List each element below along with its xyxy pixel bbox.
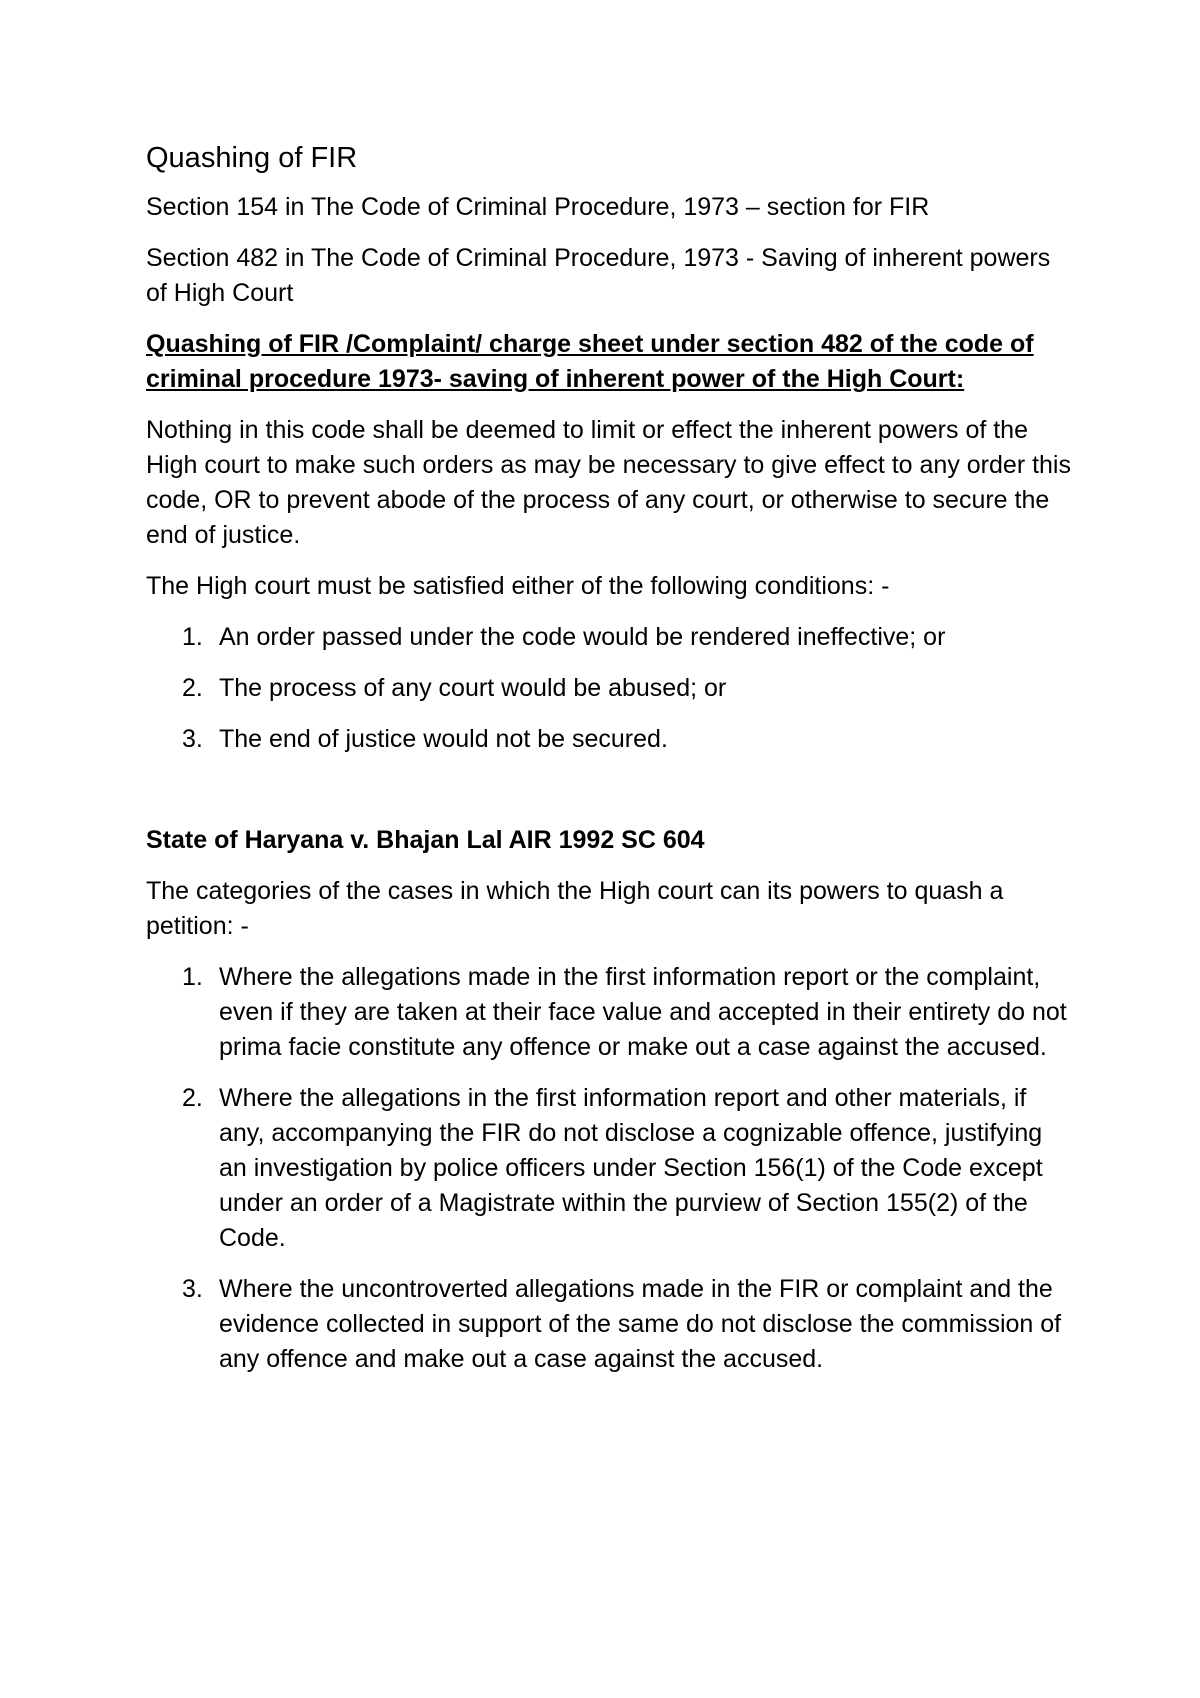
list-item-text: An order passed under the code would be rendered ineffective; or [219,623,946,651]
conditions-intro: The High court must be satisfied either of the following conditions: - [146,572,890,600]
list-item [146,722,1076,757]
list-number: 1. [182,963,203,991]
case-title: State of Haryana v. Bhajan Lal AIR 1992 SC 604 [146,826,705,854]
list-item [146,1081,1076,1256]
list-item [146,1272,1076,1377]
categories-list [146,960,1076,1377]
list-item-text: Where the uncontroverted allegations made in the FIR or complaint and the evidence collected in support of the same do not disclose the commission of any offence and make out a case against the accused. [219,1275,1062,1373]
list-item [146,671,1076,706]
list-number: 1. [182,623,203,651]
list-item [146,960,1076,1065]
list-item [146,620,1076,655]
list-number: 2. [182,1084,203,1112]
document-title: Quashing of FIR [146,142,358,174]
list-item-text: The end of justice would not be secured. [219,725,668,753]
categories-intro: The categories of the cases in which the High court can its powers to quash a petition: - [146,877,1004,940]
section-482-paragraph: Section 482 in The Code of Criminal Procedure, 1973 - Saving of inherent powers of High Court [146,244,1051,307]
conditions-list [146,620,1076,757]
list-item-text: Where the allegations in the first information report and other materials, if any, accompanying the FIR do not disclose a cognizable offence, justifying an investigation by police officers under Section 156(1) of the Code except under an order of a Magistrate within the purview of Section 155(2) of the Code. [219,1084,1043,1252]
list-number: 3. [182,1275,203,1303]
list-number: 3. [182,725,203,753]
subheading: Quashing of FIR /Complaint/ charge sheet under section 482 of the code of criminal procedure 1973- saving of inherent power of the High Court: [146,330,1034,393]
body-paragraph: Nothing in this code shall be deemed to limit or effect the inherent powers of the High court to make such orders as may be necessary to give effect to any order this code, OR to prevent abode of the process of any court, or otherwise to secure the end of justice. [146,416,1071,549]
list-item-text: Where the allegations made in the first information report or the complaint, even if they are taken at their face value and accepted in their entirety do not prima facie constitute any offence or make out a case against the accused. [219,963,1067,1061]
document-page [146,138,1076,1393]
section-154-paragraph: Section 154 in The Code of Criminal Procedure, 1973 – section for FIR [146,193,930,221]
list-item-text: The process of any court would be abused; or [219,674,727,702]
list-number: 2. [182,674,203,702]
